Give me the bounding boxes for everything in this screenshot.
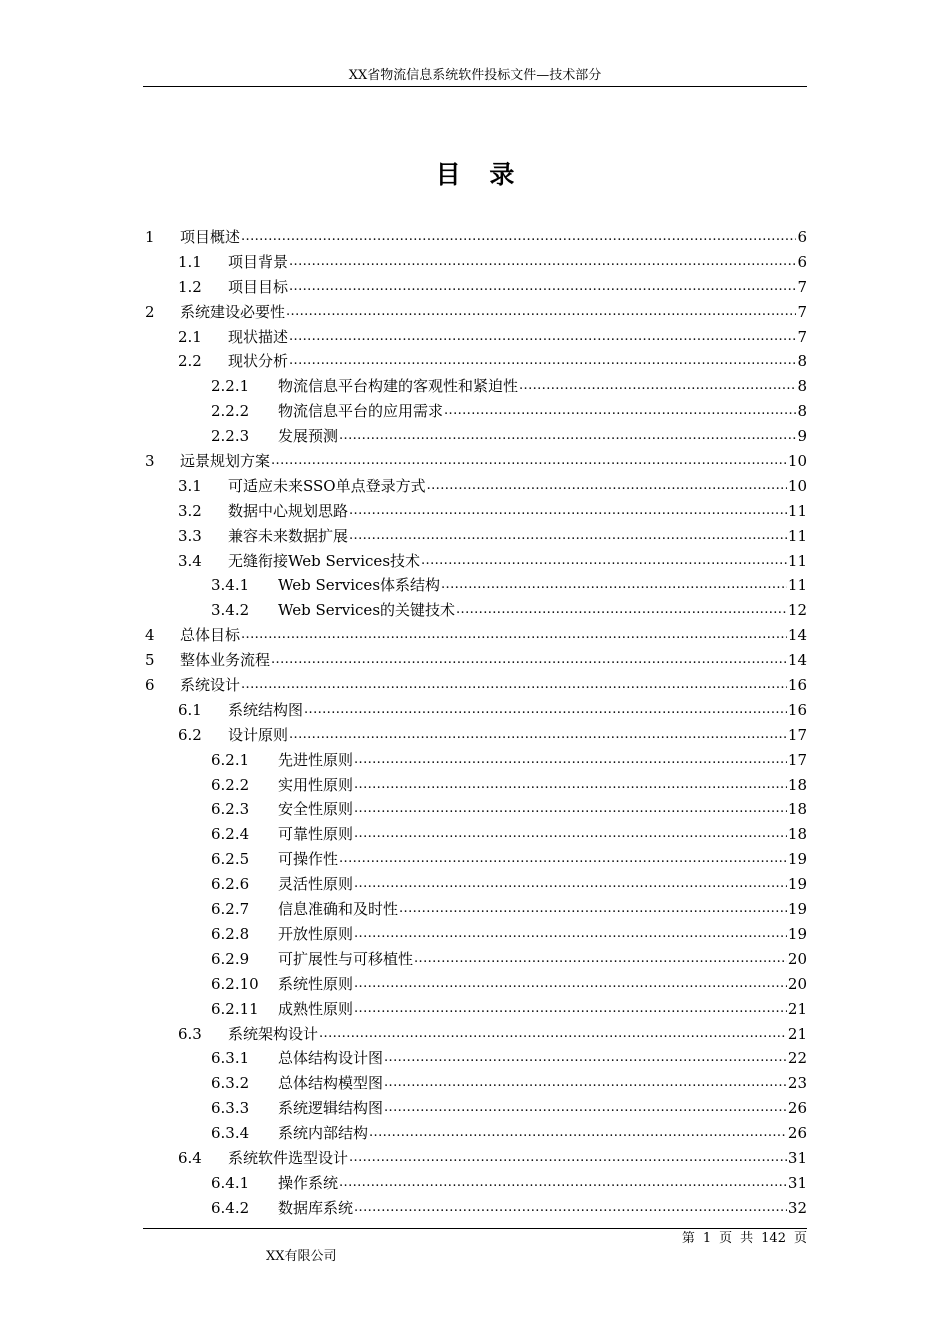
toc-entry-number: 6.2.9 — [211, 949, 250, 968]
toc-dot-leader — [241, 621, 787, 648]
toc-entry-page: 11 — [787, 501, 807, 520]
toc-entry-page: 18 — [787, 800, 807, 819]
toc-entry[interactable] — [143, 847, 807, 872]
toc-entry-text: 信息准确和及时性 — [278, 900, 399, 919]
toc-dot-leader — [354, 995, 787, 1022]
toc-entry-page: 19 — [787, 875, 807, 894]
toc-entry[interactable] — [143, 474, 807, 499]
toc-entry-number: 6.2.10 — [211, 974, 259, 993]
toc-entry-text: Web Services的关键技术 — [278, 601, 456, 620]
toc-dot-leader — [414, 945, 787, 972]
toc-entry-number: 1.2 — [178, 277, 202, 296]
toc-dot-leader — [286, 298, 796, 325]
toc-entry[interactable] — [143, 300, 807, 325]
toc-entry[interactable] — [143, 922, 807, 947]
toc-entry-text: 可操作性 — [278, 850, 339, 869]
toc-entry-number: 2.2.2 — [211, 402, 250, 421]
toc-entry[interactable] — [143, 822, 807, 847]
toc-entry-number: 3.4 — [178, 551, 202, 570]
toc-entry-number: 6.2 — [178, 725, 202, 744]
toc-entry-page: 8 — [797, 377, 807, 396]
toc-entry-text: 实用性原则 — [278, 775, 354, 794]
toc-entry[interactable] — [143, 797, 807, 822]
toc-entry-text: 系统内部结构 — [278, 1124, 369, 1143]
toc-entry-text: 整体业务流程 — [180, 651, 271, 670]
toc-entry-text: 现状分析 — [228, 352, 289, 371]
toc-entry-number: 6.2.7 — [211, 900, 250, 919]
toc-entry[interactable] — [143, 897, 807, 922]
toc-entry[interactable] — [143, 1146, 807, 1171]
toc-entry[interactable] — [143, 399, 807, 424]
toc-entry-number: 6.2.2 — [211, 775, 250, 794]
toc-entry-number: 1 — [145, 228, 155, 246]
toc-entry-text: 操作系统 — [278, 1173, 339, 1192]
toc-entry-page: 21 — [787, 999, 807, 1018]
toc-entry-page: 10 — [787, 476, 807, 495]
toc-entry-page: 23 — [787, 1074, 807, 1093]
toc-entry-number: 3.2 — [178, 501, 202, 520]
toc-entry[interactable] — [143, 773, 807, 798]
toc-dot-leader — [289, 323, 796, 350]
toc-entry-text: Web Services体系结构 — [278, 576, 441, 595]
toc-entry-text: 可适应未来SSO单点登录方式 — [228, 476, 426, 495]
toc-entry-page: 7 — [797, 327, 807, 346]
toc-dot-leader — [354, 870, 787, 897]
toc-entry-page: 19 — [787, 900, 807, 919]
toc-entry-number: 2.2 — [178, 352, 202, 371]
toc-entry-text: 成熟性原则 — [278, 999, 354, 1018]
toc-entry-text: 灵活性原则 — [278, 875, 354, 894]
toc-entry-page: 16 — [787, 676, 807, 695]
footer-rule — [143, 1228, 807, 1229]
toc-title: 目 录 — [435, 160, 525, 189]
toc-entry-text: 系统设计 — [180, 676, 241, 695]
toc-dot-leader — [444, 397, 796, 424]
toc-entry-number: 3.4.2 — [211, 601, 250, 620]
toc-entry-page: 9 — [797, 427, 807, 446]
toc-dot-leader — [271, 646, 787, 673]
toc-entry-page: 8 — [797, 402, 807, 421]
toc-entry-text: 系统性原则 — [278, 974, 354, 993]
toc-entry-page: 7 — [797, 277, 807, 296]
toc-entry[interactable] — [143, 225, 807, 250]
toc-entry-page: 17 — [787, 750, 807, 769]
footer-page-total-prefix: 共 — [740, 1231, 754, 1246]
toc-dot-leader — [349, 497, 787, 524]
toc-entry[interactable] — [143, 748, 807, 773]
toc-entry-number: 3.1 — [178, 476, 202, 495]
toc-entry-number: 6.4 — [178, 1148, 202, 1167]
toc-entry[interactable] — [143, 349, 807, 374]
toc-entry-number: 6.3.1 — [211, 1049, 250, 1068]
toc-entry-text: 可靠性原则 — [278, 825, 354, 844]
toc-entry-page: 8 — [797, 352, 807, 371]
toc-entry-text: 总体目标 — [180, 626, 241, 645]
toc-dot-leader — [339, 845, 787, 872]
toc-entry[interactable] — [143, 673, 807, 698]
toc-entry[interactable] — [143, 997, 807, 1022]
header-rule — [143, 86, 807, 87]
toc-dot-leader — [349, 1144, 787, 1171]
toc-entry-text: 可扩展性与可移植性 — [278, 949, 414, 968]
toc-dot-leader — [289, 248, 796, 275]
toc-dot-leader — [354, 920, 787, 947]
toc-entry-text: 系统逻辑结构图 — [278, 1099, 384, 1118]
toc-entry-text: 总体结构模型图 — [278, 1074, 384, 1093]
toc-entry[interactable] — [143, 872, 807, 897]
toc-dot-leader — [354, 820, 787, 847]
toc-entry-text: 物流信息平台构建的客观性和紧迫性 — [278, 377, 519, 396]
toc-entry-page: 11 — [787, 526, 807, 545]
toc-entry-number: 6.2.8 — [211, 924, 250, 943]
footer-page-current: 1 — [702, 1231, 712, 1246]
toc-entry[interactable] — [143, 1022, 807, 1047]
toc-entry-text: 系统架构设计 — [228, 1024, 319, 1043]
toc-entry-text: 系统结构图 — [228, 700, 304, 719]
footer-page-mid: 页 — [719, 1231, 733, 1246]
toc-dot-leader — [399, 895, 787, 922]
toc-entry-text: 设计原则 — [228, 725, 289, 744]
toc-entry[interactable] — [143, 524, 807, 549]
toc-entry[interactable] — [143, 374, 807, 399]
toc-entry[interactable] — [143, 449, 807, 474]
toc-entry[interactable] — [143, 723, 807, 748]
toc-entry-page: 32 — [787, 1198, 807, 1217]
footer-page-suffix: 页 — [793, 1231, 807, 1246]
toc-entry[interactable] — [143, 1171, 807, 1196]
toc-dot-leader — [384, 1069, 787, 1096]
toc-dot-leader — [354, 1194, 787, 1221]
toc-dot-leader — [441, 571, 787, 598]
toc-entry[interactable] — [143, 250, 807, 275]
toc-entry[interactable] — [143, 424, 807, 449]
toc-dot-leader — [519, 372, 796, 399]
toc-entry-number: 6.3 — [178, 1024, 202, 1043]
toc-dot-leader — [421, 547, 787, 574]
toc-entry-page: 17 — [787, 725, 807, 744]
toc-entry-number: 6.2.11 — [211, 999, 259, 1018]
toc-entry-number: 6 — [145, 676, 155, 695]
toc-entry[interactable] — [143, 947, 807, 972]
toc-entry[interactable] — [143, 598, 807, 623]
toc-entry-page: 20 — [787, 949, 807, 968]
toc-entry-page: 16 — [787, 700, 807, 719]
toc-entry[interactable] — [143, 573, 807, 598]
toc-entry-number: 4 — [145, 626, 155, 645]
footer-page-prefix: 第 — [681, 1231, 695, 1246]
toc-dot-leader — [304, 696, 787, 723]
toc-entry-text: 物流信息平台的应用需求 — [278, 402, 444, 421]
toc-dot-leader — [241, 671, 787, 698]
toc-entry-text: 总体结构设计图 — [278, 1049, 384, 1068]
toc-entry[interactable] — [143, 623, 807, 648]
toc-entry[interactable] — [143, 972, 807, 997]
toc-entry-page: 31 — [787, 1173, 807, 1192]
toc-entry-text: 系统软件选型设计 — [228, 1148, 349, 1167]
toc-entry[interactable] — [143, 1071, 807, 1096]
toc-dot-leader — [289, 721, 787, 748]
toc-dot-leader — [319, 1020, 787, 1047]
toc-entry-text: 无缝衔接Web Services技术 — [228, 551, 421, 570]
toc-entry-number: 6.3.3 — [211, 1099, 250, 1118]
toc-entry-number: 6.4.2 — [211, 1198, 250, 1217]
toc-entry-number: 1.1 — [178, 252, 202, 271]
toc-entry-number: 6.1 — [178, 700, 202, 719]
toc-entry-text: 先进性原则 — [278, 750, 354, 769]
toc-entry-page: 20 — [787, 974, 807, 993]
toc-entry-number: 6.2.5 — [211, 850, 250, 869]
toc-entry-number: 6.2.4 — [211, 825, 250, 844]
toc-entry-number: 6.2.6 — [211, 875, 250, 894]
toc-entry-number: 6.3.2 — [211, 1074, 250, 1093]
toc-entry-page: 31 — [787, 1148, 807, 1167]
toc-entry-text: 发展预测 — [278, 427, 339, 446]
toc-entry-page: 7 — [797, 302, 807, 321]
toc-dot-leader — [339, 422, 796, 449]
toc-entry-page: 18 — [787, 775, 807, 794]
toc-entry[interactable] — [143, 698, 807, 723]
toc-dot-leader — [384, 1094, 787, 1121]
toc-dot-leader — [427, 472, 787, 499]
toc-entry-number: 6.3.4 — [211, 1124, 250, 1143]
toc-entry-page: 26 — [787, 1099, 807, 1118]
toc-entry-text: 远景规划方案 — [180, 452, 271, 471]
toc-entry-number: 5 — [145, 651, 155, 670]
footer-page-total: 142 — [761, 1231, 786, 1246]
toc-entry-number: 6.2.3 — [211, 800, 250, 819]
toc-entry[interactable] — [143, 1196, 807, 1221]
toc-dot-leader — [241, 223, 796, 250]
page-header-title: XX省物流信息系统软件投标文件—技术部分 — [348, 68, 602, 83]
toc-entry-text: 安全性原则 — [278, 800, 354, 819]
toc-entry-page: 6 — [797, 252, 807, 271]
toc-dot-leader — [354, 795, 787, 822]
toc-entry-text: 项目目标 — [228, 277, 289, 296]
footer-company: XX有限公司 — [266, 1249, 337, 1264]
toc-entry-page: 10 — [787, 452, 807, 471]
toc-entry[interactable] — [143, 499, 807, 524]
toc-entry-page: 14 — [787, 626, 807, 645]
toc-entry-page: 12 — [787, 601, 807, 620]
toc-dot-leader — [339, 1169, 787, 1196]
toc-entry-page: 19 — [787, 924, 807, 943]
toc-entry-number: 3 — [145, 452, 155, 471]
toc-dot-leader — [289, 347, 796, 374]
toc-entry-text: 系统建设必要性 — [180, 302, 286, 321]
toc-entry-text: 现状描述 — [228, 327, 289, 346]
toc-entry-number: 2.2.3 — [211, 427, 250, 446]
toc-entry-text: 开放性原则 — [278, 924, 354, 943]
toc-entry-number: 2 — [145, 302, 155, 321]
toc-entry-page: 26 — [787, 1124, 807, 1143]
toc-dot-leader — [354, 970, 787, 997]
toc-dot-leader — [369, 1119, 787, 1146]
toc-entry-number: 6.4.1 — [211, 1173, 250, 1192]
toc-entry-page: 21 — [787, 1024, 807, 1043]
toc-entry[interactable] — [143, 648, 807, 673]
toc-dot-leader — [354, 746, 787, 773]
toc-entry-text: 兼容未来数据扩展 — [228, 526, 349, 545]
toc-dot-leader — [456, 596, 787, 623]
toc-entry-number: 2.2.1 — [211, 377, 250, 396]
toc-entry[interactable] — [143, 325, 807, 350]
toc-entry-page: 22 — [787, 1049, 807, 1068]
toc-entry-page: 14 — [787, 651, 807, 670]
toc-list — [143, 225, 807, 1221]
toc-entry-text: 数据中心规划思路 — [228, 501, 349, 520]
toc-entry[interactable] — [143, 1096, 807, 1121]
toc-entry-page: 11 — [787, 576, 807, 595]
toc-entry-page: 11 — [787, 551, 807, 570]
toc-entry-page: 18 — [787, 825, 807, 844]
toc-dot-leader — [349, 522, 787, 549]
footer-page-indicator — [678, 1230, 807, 1248]
toc-dot-leader — [384, 1044, 787, 1071]
toc-entry[interactable] — [143, 549, 807, 574]
toc-dot-leader — [289, 273, 796, 300]
toc-entry-text: 数据库系统 — [278, 1198, 354, 1217]
toc-entry-page: 6 — [797, 228, 807, 246]
toc-entry[interactable] — [143, 275, 807, 300]
toc-dot-leader — [271, 447, 787, 474]
toc-entry-number: 6.2.1 — [211, 750, 250, 769]
toc-entry-number: 3.3 — [178, 526, 202, 545]
toc-entry[interactable] — [143, 1121, 807, 1146]
toc-entry[interactable] — [143, 1046, 807, 1071]
toc-entry-text: 项目背景 — [228, 252, 289, 271]
toc-entry-page: 19 — [787, 850, 807, 869]
toc-entry-number: 2.1 — [178, 327, 202, 346]
toc-entry-number: 3.4.1 — [211, 576, 250, 595]
toc-entry-text: 项目概述 — [180, 228, 241, 246]
toc-dot-leader — [354, 771, 787, 798]
